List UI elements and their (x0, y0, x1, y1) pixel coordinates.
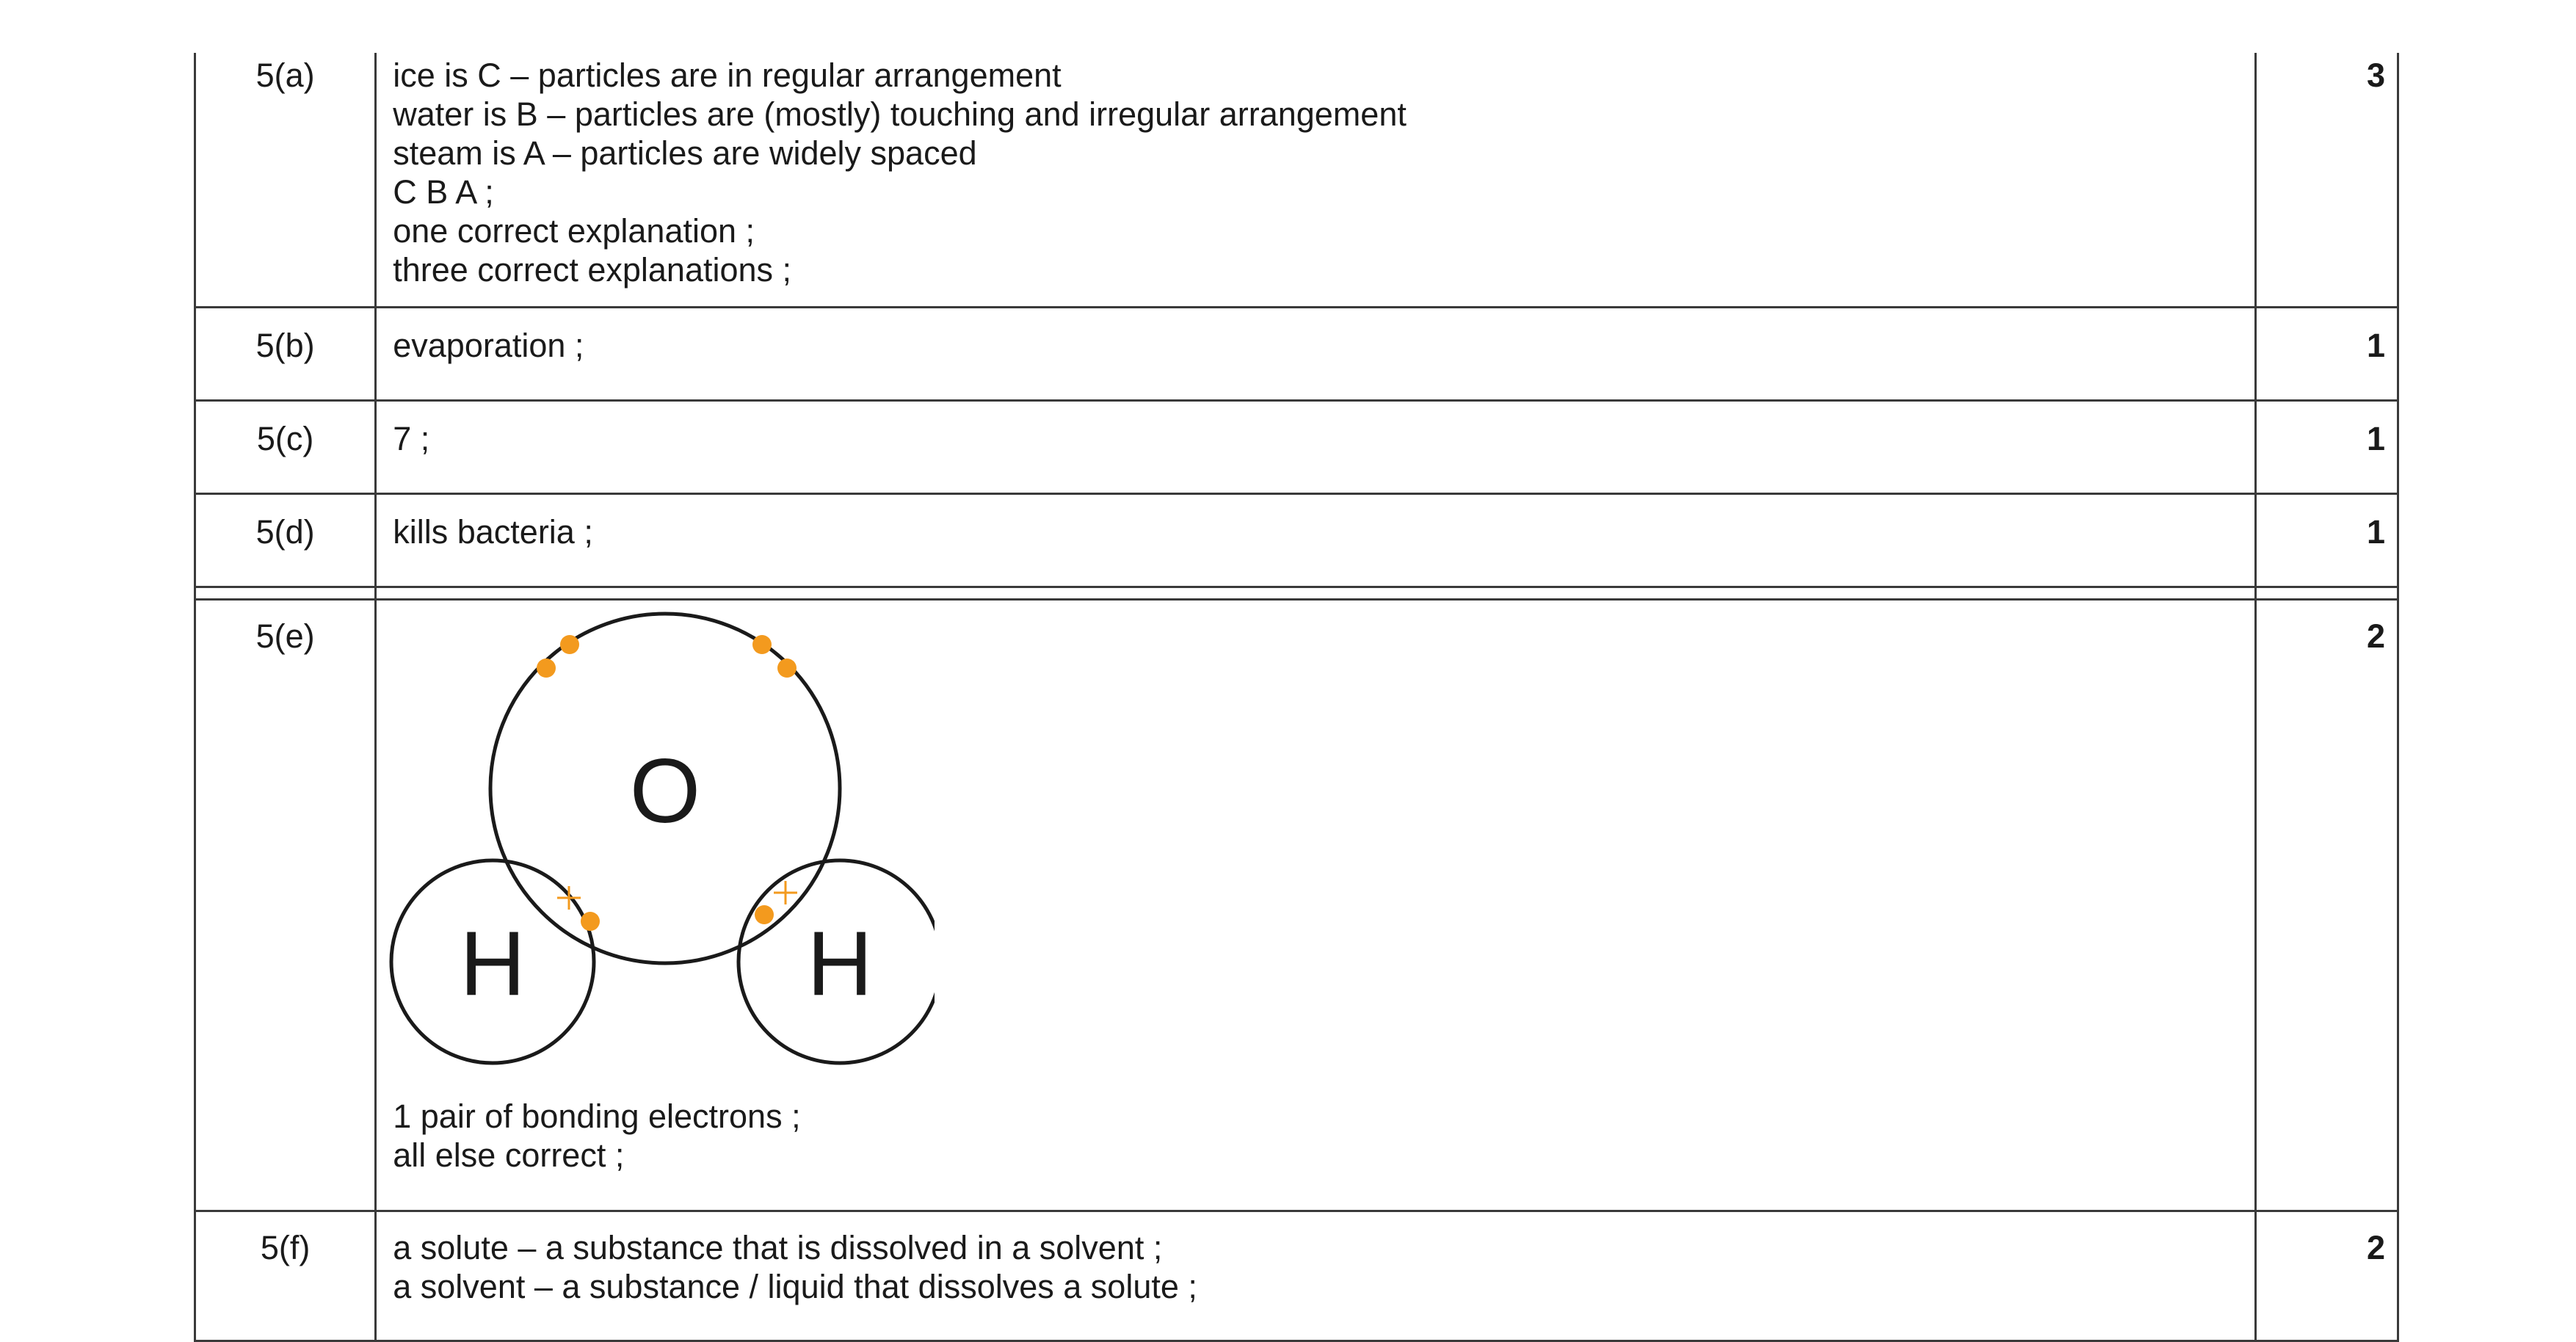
electron-dot (581, 912, 600, 931)
answer-line: all else correct ; (393, 1136, 625, 1174)
answer-line: ice is C – particles are in regular arrangement (393, 57, 1062, 94)
table-row (195, 53, 2398, 308)
hydrogen-symbol-right: H (807, 913, 874, 1015)
answer-cell (376, 600, 2256, 1211)
electron-dot (755, 905, 774, 924)
electron-dot (777, 659, 797, 678)
answer-line: 7 ; (393, 420, 430, 457)
separator-cell (195, 587, 376, 600)
answer-cell (376, 494, 2256, 587)
marks-value: 1 (2255, 401, 2398, 494)
mark-scheme-table (194, 53, 2399, 1342)
question-number: 5(a) (195, 53, 376, 308)
answer-line: steam is A – particles are widely spaced (393, 134, 977, 172)
oxygen-symbol: O (630, 741, 701, 842)
answer-cell (376, 401, 2256, 494)
answer-line: evaporation ; (393, 327, 584, 364)
answer-line: water is B – particles are (mostly) touching and irregular arrangement (393, 95, 1407, 133)
electron-dot (537, 659, 556, 678)
separator-cell (2255, 587, 2398, 600)
answer-line: C B A ; (393, 173, 494, 211)
mark-scheme-sheet (194, 53, 2399, 1342)
water-molecule-dot-cross-diagram (377, 609, 935, 1094)
marks-value: 2 (2255, 1211, 2398, 1341)
question-number: 5(f) (195, 1211, 376, 1341)
answer-cell (376, 1211, 2256, 1341)
electron-cross (774, 881, 797, 904)
answer-line: 1 pair of bonding electrons ; (393, 1098, 801, 1135)
electron-dot (560, 635, 579, 654)
question-number: 5(d) (195, 494, 376, 587)
question-number: 5(b) (195, 308, 376, 401)
answer-cell (376, 308, 2256, 401)
hydrogen-symbol-left: H (460, 913, 526, 1015)
marks-value: 1 (2255, 308, 2398, 401)
answer-line: a solvent – a substance / liquid that dissolves a solute ; (393, 1268, 1197, 1305)
question-number: 5(c) (195, 401, 376, 494)
marks-value: 3 (2255, 53, 2398, 308)
answer-line: kills bacteria ; (393, 513, 593, 551)
table-row (195, 308, 2398, 401)
marks-value: 1 (2255, 494, 2398, 587)
answer-line: a solute – a substance that is dissolved in a solvent ; (393, 1229, 1163, 1266)
table-row (195, 600, 2398, 1211)
table-row (195, 494, 2398, 587)
answer-cell (376, 53, 2256, 308)
answer-line: three correct explanations ; (393, 251, 792, 289)
marks-value: 2 (2255, 600, 2398, 1211)
table-row (195, 1211, 2398, 1341)
page-break-separator (195, 587, 2398, 600)
electron-dot (752, 635, 772, 654)
separator-cell (376, 587, 2256, 600)
question-number: 5(e) (195, 600, 376, 1211)
table-row (195, 401, 2398, 494)
answer-line: one correct explanation ; (393, 212, 755, 250)
